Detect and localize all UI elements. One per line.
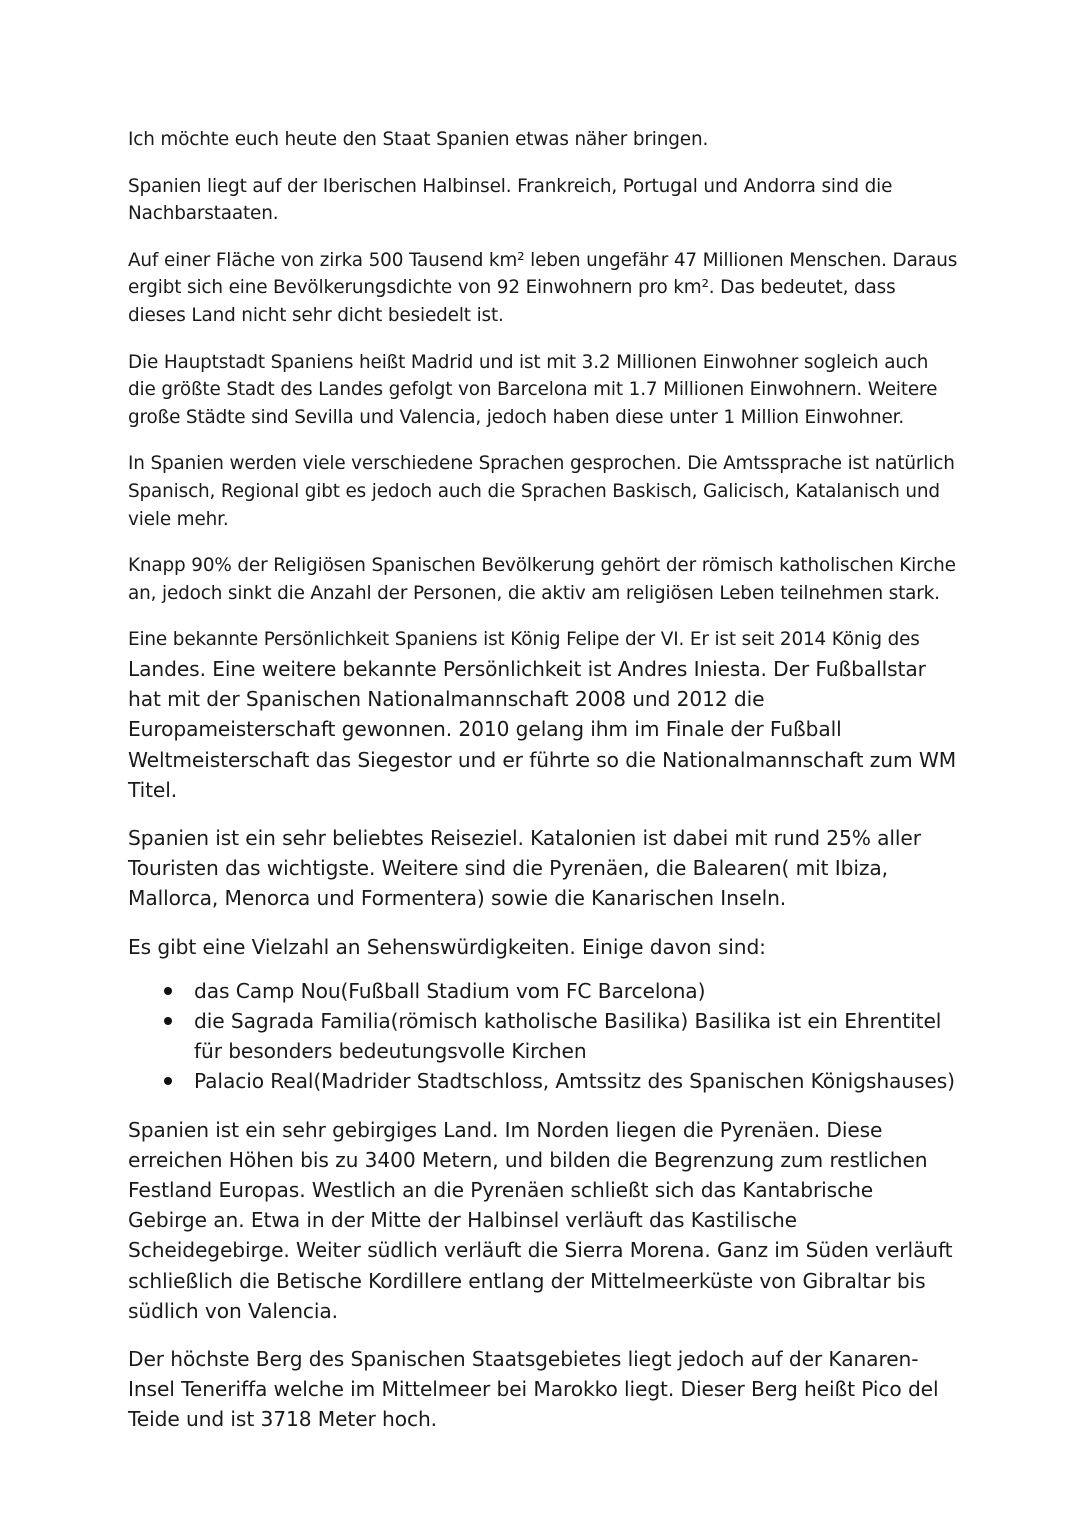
paragraph-intro: Ich möchte euch heute den Staat Spanien etwas näher bringen. bbox=[128, 129, 709, 150]
list-item bbox=[194, 1066, 958, 1096]
paragraph-mountains: Spanien ist ein sehr gebirgiges Land. Im Norden liegen die Pyrenäen. Diese erreichen Höhen bis zu 3400 Metern, und bilden die Begrenzung zum restlichen Festland Europas. Westlich an die Pyrenäen schließt sich das Kantabrische Gebirge an. Etwa in der Mitte der Halbinsel verläuft das Kastilische Scheidegebirge. Weiter südlich verläuft die Sierra Morena. Ganz im Süden verläuft schließlich die Betische Kordillere entlang der Mittelmeerküste von Gibraltar bis südlich von Valencia. bbox=[128, 1117, 953, 1323]
bullet-icon bbox=[164, 1077, 172, 1085]
paragraph-languages: In Spanien werden viele verschiedene Sprachen gesprochen. Die Amtssprache ist natürlich Spanisch, Regional gibt es jedoch auch die Sprachen Baskisch, Galicisch, Katalanisch und viele mehr. bbox=[128, 453, 955, 530]
paragraph-capital: Die Hauptstadt Spaniens heißt Madrid und ist mit 3.2 Millionen Einwohner sogleich auch die größte Stadt des Landes gefolgt von Barcelona mit 1.7 Millionen Einwohnern. Weitere große Städte sind Sevilla und Valencia, jedoch haben diese unter 1 Million Einwohner. bbox=[128, 351, 938, 428]
list-item bbox=[194, 976, 958, 1006]
paragraph-population: Auf einer Fläche von zirka 500 Tausend km² leben ungefähr 47 Millionen Menschen. Daraus ergibt sich eine Bevölkerungsdichte von 92 Einwohnern pro km². Das bedeutet, dass dieses Land nicht sehr dicht besiedelt ist. bbox=[128, 249, 958, 326]
list-item bbox=[194, 1006, 958, 1066]
paragraph-religion: Knapp 90% der Religiösen Spanischen Bevölkerung gehört der römisch katholischen Kirche an, jedoch sinkt die Anzahl der Personen, die aktiv am religiösen Leben teilnehmen stark. bbox=[128, 555, 956, 604]
bullet-icon bbox=[164, 987, 172, 995]
paragraph-tourism: Spanien ist ein sehr beliebtes Reiseziel. Katalonien ist dabei mit rund 25% aller Touristen das wichtigste. Weitere sind die Pyrenäen, die Balearen( mit Ibiza, Mallorca, Menorca und Formentera) sowie die Kanarischen Inseln. bbox=[128, 825, 921, 911]
document-section-large-text bbox=[128, 654, 958, 1435]
paragraph-highest-mountain: Der höchste Berg des Spanischen Staatsgebietes liegt jedoch auf der Kanaren-Insel Teneriffa welche im Mittelmeer bei Marokko liegt. Dieser Berg heißt Pico del Teide und ist 3718 Meter hoch. bbox=[128, 1346, 939, 1432]
sight-camp-nou: das Camp Nou(Fußball Stadium vom FC Barcelona) bbox=[194, 978, 706, 1003]
sight-sagrada-familia: die Sagrada Familia(römisch katholische Basilika) Basilika ist ein Ehrentitel für besonders bedeutungsvolle Kirchen bbox=[194, 1008, 942, 1064]
sight-palacio-real: Palacio Real(Madrider Stadtschloss, Amtssitz des Spanischen Königshauses) bbox=[194, 1069, 955, 1094]
paragraph-location: Spanien liegt auf der Iberischen Halbinsel. Frankreich, Portugal und Andorra sind die Nachbarstaaten. bbox=[128, 175, 893, 225]
paragraph-sights-intro: Es gibt eine Vielzahl an Sehenswürdigkeiten. Einige davon sind: bbox=[128, 934, 766, 959]
paragraph-personalities-first-line: Eine bekannte Persönlichkeit Spaniens ist König Felipe der VI. Er ist seit 2014 König des bbox=[128, 629, 920, 651]
paragraph-personalities-rest: Landes. Eine weitere bekannte Persönlichkeit ist Andres Iniesta. Der Fußballstar hat mit der Spanischen Nationalmannschaft 2008 und 2012 die Europameisterschaft gewonnen. 2010 gelang ihm im Finale der Fußball Weltmeisterschaft das Siegestor und er führte so die Nationalmannschaft zum WM Titel. bbox=[128, 656, 957, 802]
document-page bbox=[128, 126, 958, 1435]
document-section-small-text bbox=[128, 126, 958, 654]
sights-list bbox=[128, 976, 958, 1097]
bullet-icon bbox=[164, 1017, 172, 1025]
